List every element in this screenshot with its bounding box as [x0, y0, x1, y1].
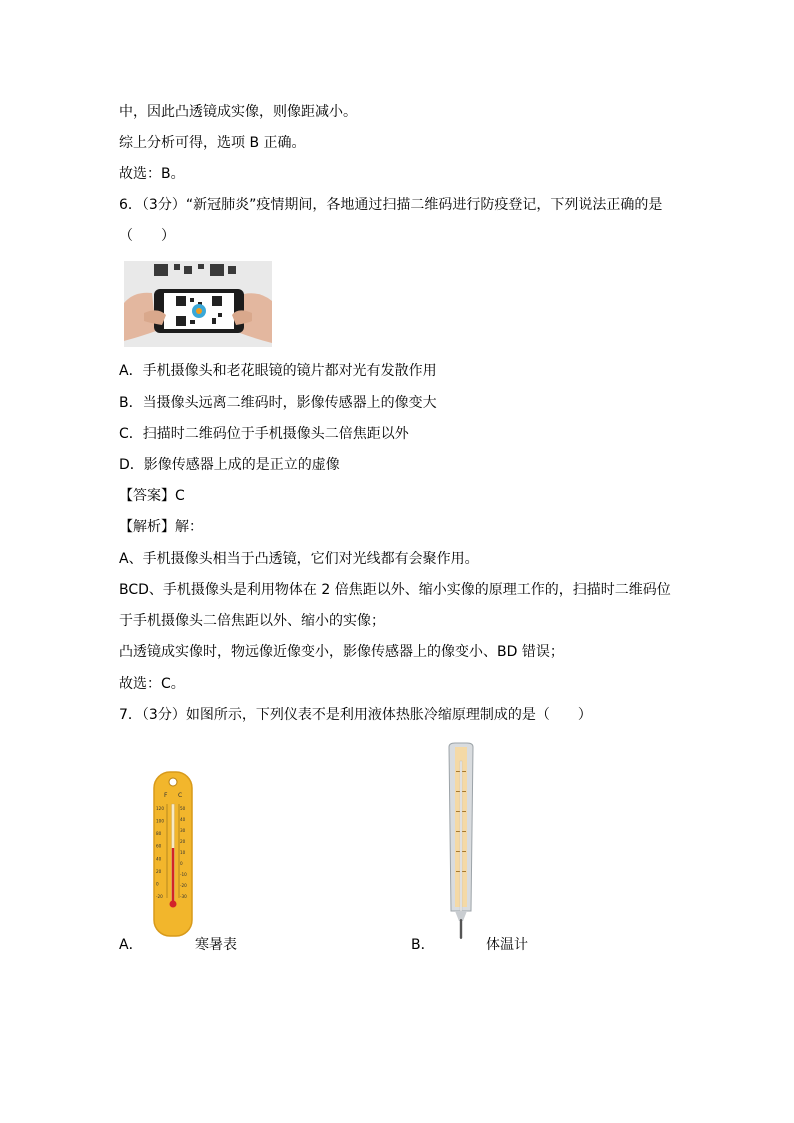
thermo-a-f-tick: 120 [156, 806, 164, 811]
thermo-a-c-tick: 50 [180, 806, 186, 811]
question-6-option-c: C．扫描时二维码位于手机摄像头二倍焦距以外 [119, 426, 409, 442]
answer-line: 【答案】C [119, 488, 185, 504]
thermo-a-c-tick: -10 [180, 872, 187, 877]
thermo-a-header-c: C [178, 792, 183, 799]
analysis-choice: 故选：C。 [119, 676, 185, 692]
question-6-option-a: A．手机摄像头和老花眼镜的镜片都对光有发散作用 [119, 363, 437, 379]
question-7-option-a-label: 寒暑表 [195, 937, 237, 953]
solution-line-2: 综上分析可得，选项 B 正确。 [119, 135, 306, 151]
thermo-a-c-tick: 20 [180, 839, 186, 844]
question-6-option-d: D．影像传感器上成的是正立的虚像 [119, 457, 340, 473]
analysis-heading: 【解析】解： [119, 519, 203, 535]
thermo-a-f-tick: 80 [156, 831, 162, 837]
thermo-a-f-tick: 20 [156, 868, 162, 874]
thermo-a-c-tick: -30 [180, 894, 187, 899]
thermo-a-f-tick: 60 [156, 843, 162, 849]
thermo-a-c-tick: -20 [180, 883, 187, 888]
qr-scan-photo [124, 261, 272, 347]
question-6-stem: 6．（3分）“新冠肺炎”疫情期间，各地通过扫描二维码进行防疫登记，下列说法正确的是 [119, 197, 663, 213]
clinical-thermometer-image [441, 741, 481, 941]
thermo-a-f-tick: 40 [156, 856, 162, 862]
question-6-blank: （ ） [119, 228, 175, 244]
analysis-line-bcd: BCD、手机摄像头是利用物体在 2 倍焦距以外、缩小实像的原理工作的，扫描时二维码位 [119, 582, 671, 598]
thermo-a-c-tick: 30 [180, 828, 186, 833]
question-7-option-b-label: 体温计 [486, 937, 528, 953]
solution-line-3: 故选：B。 [119, 166, 185, 182]
thermo-a-c-tick: 10 [180, 850, 186, 855]
thermo-a-c-tick: 40 [180, 817, 186, 822]
analysis-line-a: A、手机摄像头相当于凸透镜，它们对光线都有会聚作用。 [119, 551, 479, 567]
thermo-a-c-tick: 0 [180, 861, 183, 866]
analysis-line-bcd-cont: 于手机摄像头二倍焦距以外、缩小的实像； [119, 613, 385, 629]
question-7-option-b-letter: B． [411, 937, 435, 953]
analysis-line-conclusion: 凸透镜成实像时，物远像近像变小，影像传感器上的像变小、BD 错误； [119, 644, 564, 660]
thermo-a-header-f: F [164, 792, 168, 799]
question-6-option-b: B．当摄像头远离二维码时，影像传感器上的像变大 [119, 395, 437, 411]
question-7-option-a-letter: A． [119, 937, 143, 953]
solution-line-1: 中，因此凸透镜成实像，则像距减小。 [119, 104, 357, 120]
wall-thermometer-image [152, 770, 194, 938]
thermo-a-f-tick: 100 [156, 818, 164, 824]
thermo-a-f-tick: 0 [156, 881, 159, 887]
thermo-a-f-tick: -20 [156, 894, 163, 899]
question-7-stem: 7．（3分）如图所示，下列仪表不是利用液体热胀冷缩原理制成的是（ ） [119, 707, 592, 723]
